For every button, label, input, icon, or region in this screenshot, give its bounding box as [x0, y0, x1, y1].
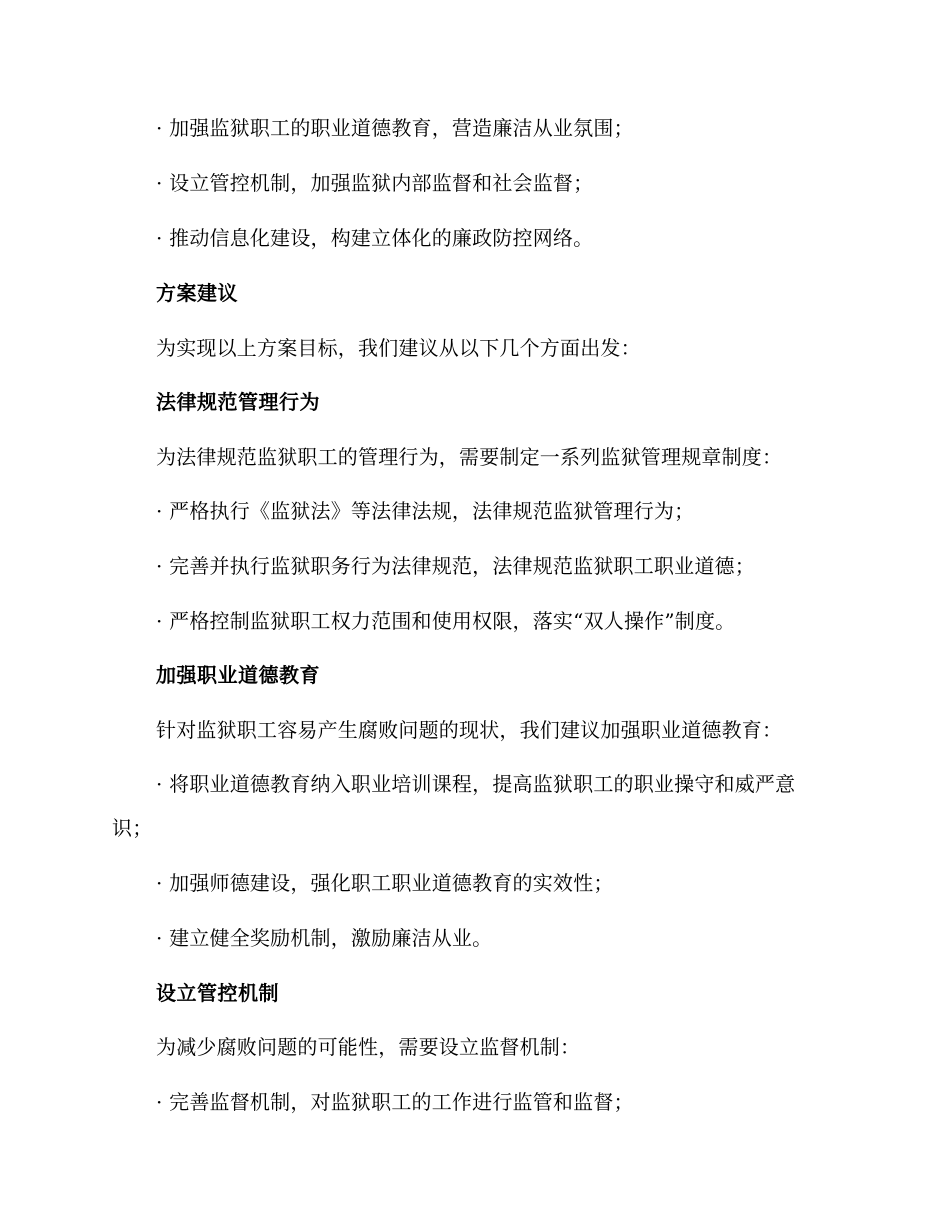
bullet-item-wrapped: · 将职业道德教育纳入职业培训课程，提高监狱职工的职业操守和威严意识；: [112, 772, 796, 840]
bullet-item: · 加强监狱职工的职业道德教育，营造廉洁从业氛围；: [156, 116, 634, 140]
section-heading-proposal: 方案建议: [156, 281, 238, 305]
bullet-item: · 加强师德建设，强化职工职业道德教育的实效性；: [156, 871, 614, 895]
bullet-item: · 完善监督机制，对监狱职工的工作进行监管和监督；: [156, 1090, 634, 1114]
section-heading-law: 法律规范管理行为: [156, 390, 320, 414]
section-intro-control: 为减少腐败问题的可能性，需要设立监督机制：: [156, 1035, 581, 1059]
section-heading-control: 设立管控机制: [156, 981, 279, 1005]
section-intro-ethics: 针对监狱职工容易产生腐败问题的现状，我们建议加强职业道德教育：: [156, 718, 783, 742]
bullet-item: · 完善并执行监狱职务行为法律规范，法律规范监狱职工职业道德；: [156, 554, 755, 578]
bullet-item: · 严格控制监狱职工权力范围和使用权限，落实“双人操作”制度。: [156, 609, 736, 633]
section-heading-ethics: 加强职业道德教育: [156, 663, 320, 687]
bullet-item: · 推动信息化建设，构建立体化的廉政防控网络。: [156, 226, 594, 250]
section-intro-proposal: 为实现以上方案目标，我们建议从以下几个方面出发：: [156, 336, 641, 360]
bullet-item: · 严格执行《监狱法》等法律法规，法律规范监狱管理行为；: [156, 499, 695, 523]
bullet-item: · 建立健全奖励机制，激励廉洁从业。: [156, 926, 493, 950]
bullet-item: · 设立管控机制，加强监狱内部监督和社会监督；: [156, 171, 594, 195]
section-intro-law: 为法律规范监狱职工的管理行为，需要制定一系列监狱管理规章制度：: [156, 445, 783, 469]
